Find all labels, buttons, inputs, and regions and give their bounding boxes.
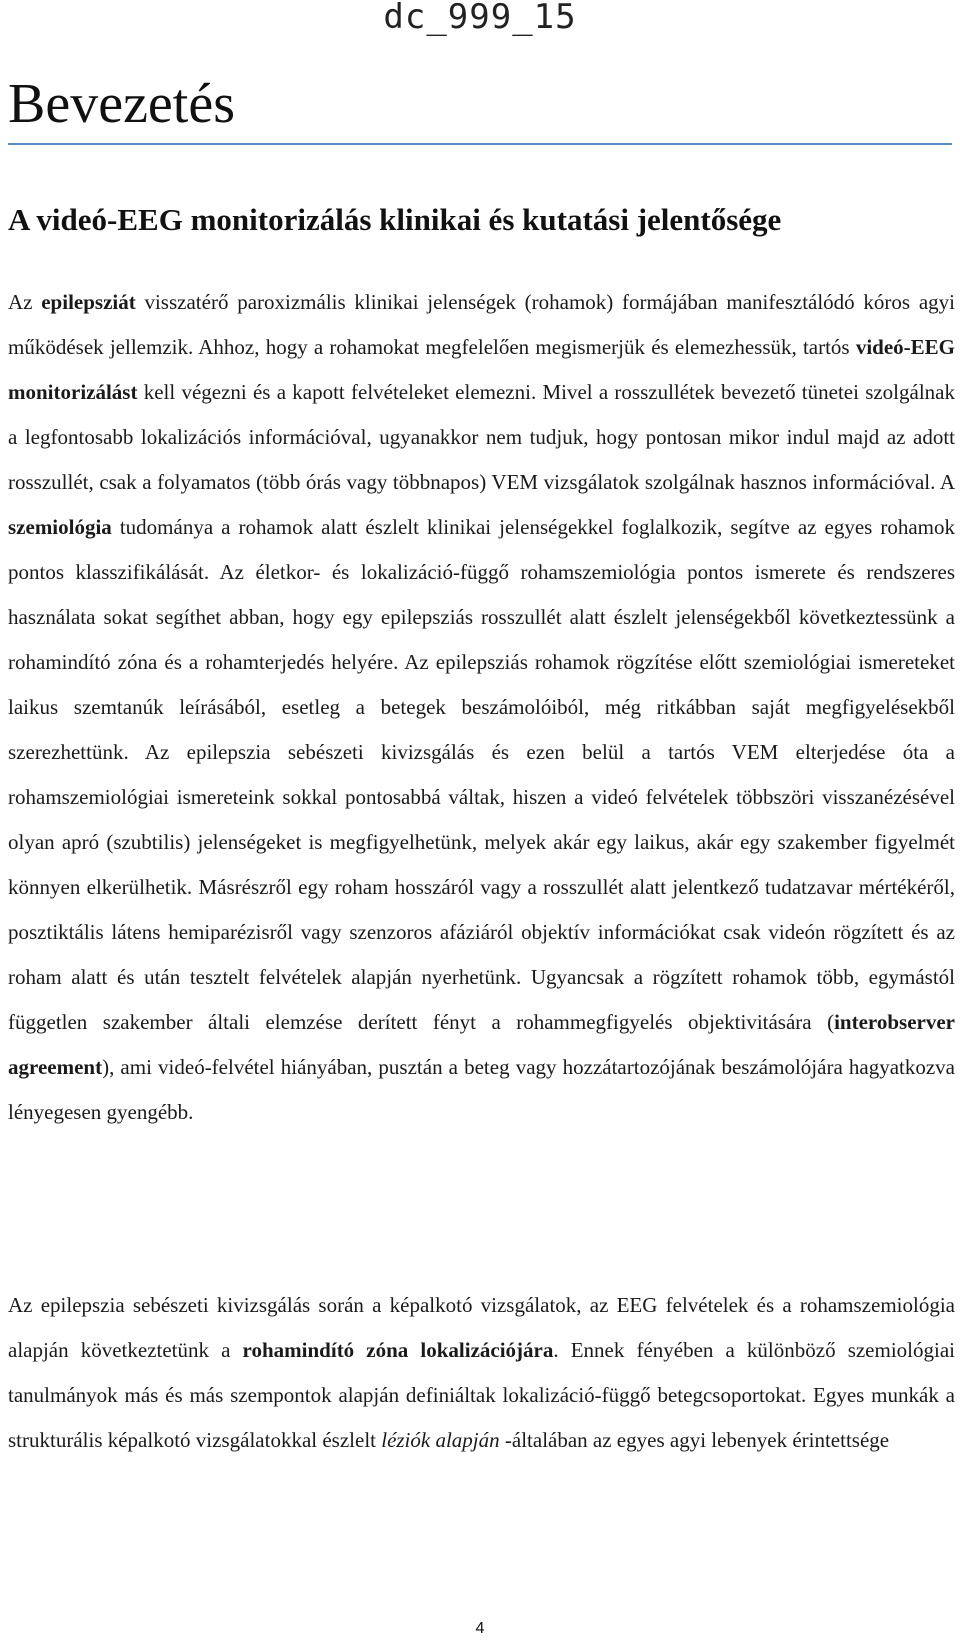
paragraph-text: tudománya a rohamok alatt észlelt klinikai jelenségekkel foglalkozik, segítve az egyes rohamok pontos klasszifikálását. Az életkor- és lokalizáció-függő rohamszemiológia pontos ismerete és rendszeres használata sokat segíthet abban, hogy egy epilepsziás rosszullét alatt észlelt jelenségekből következtessünk a rohamindító zóna és a rohamterjedés helyére. Az epilepsziás rohamok rögzítése előtt szemiológiai ismereteket laikus szemtanúk leírásából, esetleg a betegek beszámolóiból, még ritkábban saját megfigyelésekből szerezhettünk. Az epilepszia sebészeti kivizsgálás és ezen belül a tartós VEM elterjedése óta a rohamszemiológiai ismereteink sokkal pontosabbá váltak, hiszen a videó felvételek többszöri visszanézésével olyan apró (szubtilis) jelenségeket is megfigyelhetünk, melyek akár egy laikus, akár egy szakember figyelmét könnyen elkerülhetik. Másrészről egy roham hosszáról vagy a rosszullét alatt jelentkező tudatzavar mértékéről, posztiktális látens hemiparézisről vagy szenzoros afáziáról objektív információkat csak videón rögzített és az roham alatt és után tesztelt felvételek alapján nyerhetünk. Ugyancsak a rögzített rohamok több, egymástól független szakember általi elemzése derített fényt a rohammegfigyelés objektivitására ( [8,515,955,1034]
document-id-header: dc_999_15 [383,0,577,37]
italic-term: léziók alapján [381,1428,500,1452]
body-paragraph-1 [8,280,955,1135]
emphasis-term: szemiológia [8,515,112,539]
paragraph-text: -általában az egyes agyi lebenyek érintettsége [499,1428,890,1452]
chapter-divider [8,143,952,145]
chapter-title: Bevezetés [8,73,235,135]
paragraph-text: ), ami videó-felvétel hiányában, pusztán a beteg vagy hozzátartozójának beszámolójára hagyatkozva lényegesen gyengébb. [8,1055,955,1124]
section-title: A videó-EEG monitorizálás klinikai és kutatási jelentősége [8,202,782,237]
emphasis-term: rohamindító zóna lokalizációjára [242,1338,554,1362]
emphasis-term: videó-EEG monitorizálást [8,335,955,404]
paragraph-text: Az [8,290,42,314]
paragraph-text: . Ennek fényében a különböző szemiológiai tanulmányok más és más szempontok alapján definiáltak lokalizáció-függő betegcsoportokat. Egyes munkák a strukturális képalkotó vizsgálatokkal észlelt [8,1338,955,1452]
body-paragraph-2 [8,1283,955,1463]
paragraph-text: Az epilepszia sebészeti kivizsgálás során a képalkotó vizsgálatok, az EEG felvételek és a rohamszemiológia alapján következtetünk a [8,1293,955,1362]
paragraph-text: kell végezni és a kapott felvételeket elemezni. Mivel a rosszullétek bevezető tünetei szolgálnak a legfontosabb lokalizációs információval, ugyanakkor nem tudjuk, hogy pontosan mikor indul majd az adott rosszullét, csak a folyamatos (több órás vagy többnapos) VEM vizsgálatok szolgálnak hasznos információval. A [8,380,955,494]
paragraph-text: visszatérő paroxizmális klinikai jelenségek (rohamok) formájában manifesztálódó kóros agyi működések jellemzik. Ahhoz, hogy a rohamokat megfelelően megismerjük és elemezhessük, tartós [8,290,955,359]
emphasis-term: epilepsziát [41,290,136,314]
page-number: 4 [475,1620,485,1637]
emphasis-term: interobserver agreement [8,1010,955,1079]
